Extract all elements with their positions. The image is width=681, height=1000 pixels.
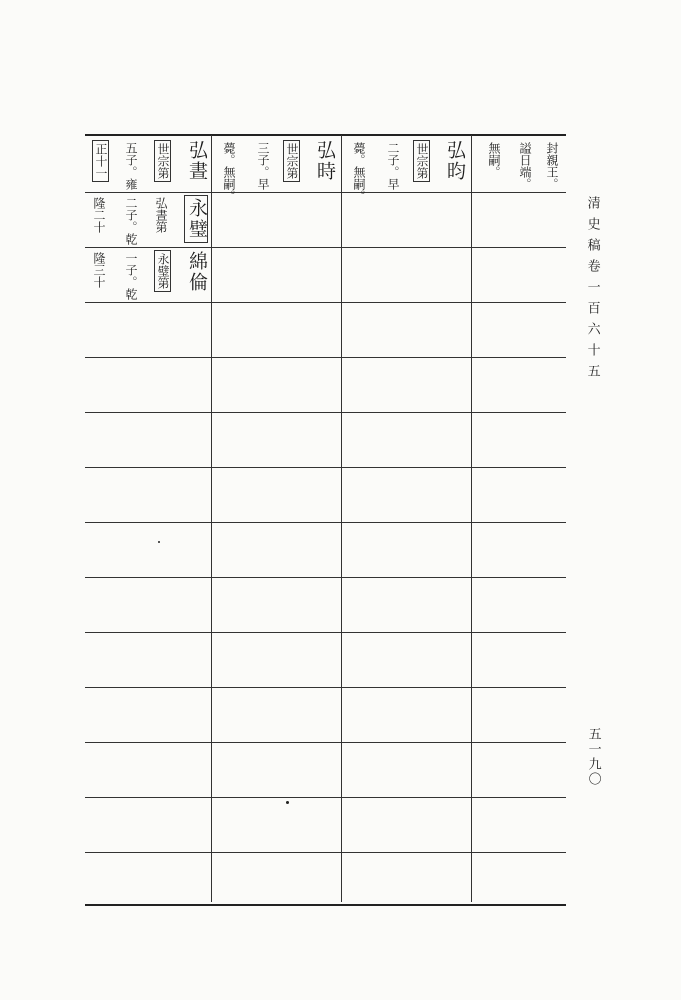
row-divider — [85, 852, 566, 853]
column-divider — [341, 135, 342, 902]
row-divider — [85, 467, 566, 468]
row-divider — [85, 412, 566, 413]
cell-text: 薨。無嗣。 — [222, 142, 236, 202]
cell-text: 世宗第 — [283, 140, 300, 182]
running-title: 清史稿卷一百六十五 — [584, 196, 600, 385]
cell-text: 世宗第 — [413, 140, 430, 182]
cell-text: 二子。乾 — [124, 197, 138, 245]
cell-text: 弘晝第 — [154, 197, 168, 233]
cell-text: 薨。無嗣。 — [352, 142, 366, 202]
person-name: 弘時 — [313, 140, 336, 182]
cell-text: 無嗣。 — [487, 142, 501, 178]
cell-text: 謚日端。 — [518, 142, 532, 190]
cell-text: 永璧第 — [154, 250, 171, 292]
row-divider — [85, 742, 566, 743]
cell-text: 隆二十 — [92, 197, 106, 233]
person-name: 弘昀 — [443, 140, 466, 182]
person-name: 綿倫 — [185, 251, 208, 293]
table-bottom-rule — [85, 904, 566, 906]
cell-text: 正十一 — [92, 140, 109, 182]
scan-speck — [158, 541, 160, 543]
row-divider — [85, 687, 566, 688]
cell-text: 世宗第 — [154, 140, 171, 182]
row-divider — [85, 577, 566, 578]
row-divider — [85, 797, 566, 798]
column-divider — [211, 135, 212, 902]
row-divider — [85, 632, 566, 633]
table-top-rule — [85, 134, 566, 136]
cell-text: 隆三十 — [92, 252, 106, 288]
scan-speck — [286, 801, 289, 804]
row-divider — [85, 192, 566, 193]
cell-text: 封親王。 — [545, 142, 559, 190]
person-name: 永璧 — [184, 195, 208, 243]
row-divider — [85, 357, 566, 358]
column-divider — [471, 135, 472, 902]
cell-text: 五子。雍 — [124, 142, 138, 190]
cell-text: 三子。早 — [256, 142, 270, 190]
row-divider — [85, 302, 566, 303]
cell-text: 一子。乾 — [124, 252, 138, 300]
page-number: 五一九〇 — [585, 727, 601, 787]
row-divider — [85, 247, 566, 248]
cell-text: 二子。早 — [386, 142, 400, 190]
person-name: 弘晝 — [185, 140, 208, 182]
row-divider — [85, 522, 566, 523]
